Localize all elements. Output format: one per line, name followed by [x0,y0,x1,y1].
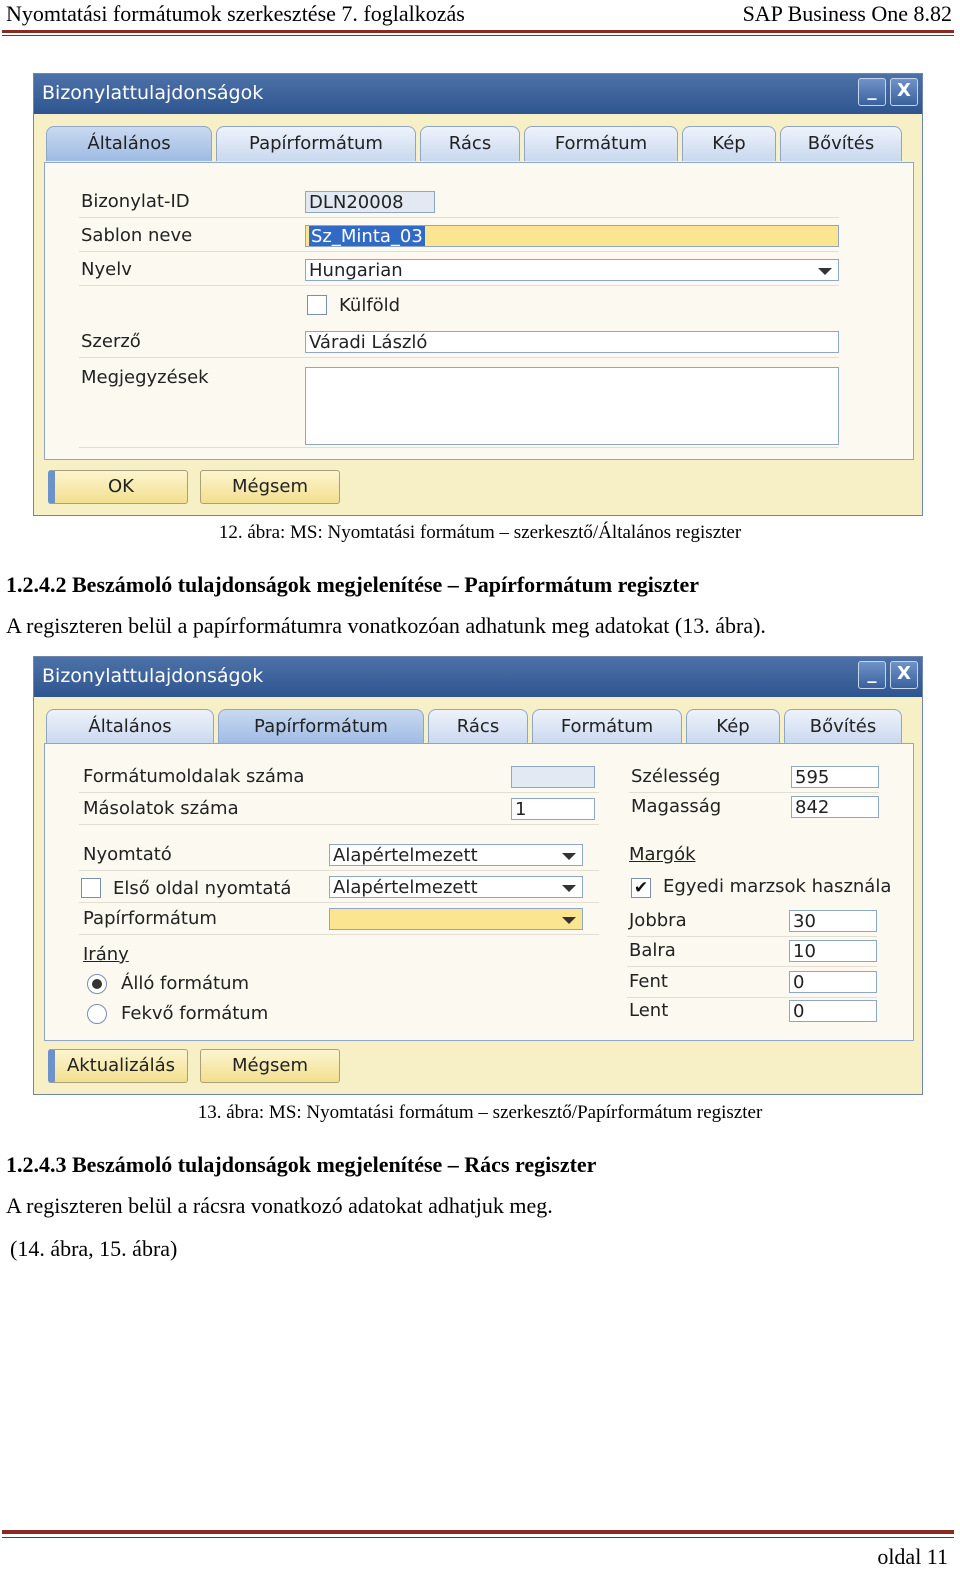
paper-format-select[interactable] [329,908,583,930]
author-input[interactable]: Váradi László [305,331,839,353]
margin-right-label: Jobbra [629,910,687,931]
section-heading-grid: 1.2.4.3 Beszámoló tulajdonságok megjelenítése – Rács regiszter [6,1152,597,1177]
template-name-value: Sz_Minta_03 [311,226,423,247]
tab-paper-format[interactable]: Papírformátum [216,126,416,161]
row-divider [79,902,599,903]
author-label: Szerző [81,331,141,352]
height-label: Magasság [631,796,722,817]
tab-format[interactable]: Formátum [532,709,682,744]
close-button[interactable]: X [890,661,918,689]
margin-bottom-label: Lent [629,1000,669,1021]
row-divider [79,824,599,825]
first-page-printer-select[interactable] [329,876,583,898]
close-button[interactable]: X [890,78,918,106]
window-title: Bizonylattulajdonságok [42,82,264,104]
figure-caption-13: 13. ábra: MS: Nyomtatási formátum – szerkesztő/Papírformátum regiszter [197,1102,763,1123]
language-select[interactable] [305,259,839,281]
custom-margins-checkbox[interactable]: ✔ [631,878,651,898]
notes-textarea[interactable] [305,367,839,445]
row-divider [79,934,599,935]
orientation-label: Irány [83,944,129,965]
portrait-radio[interactable] [87,974,107,994]
copies-label: Másolatok száma [83,798,239,819]
doc-id-label: Bizonylat-ID [81,191,190,212]
margin-left-label: Balra [629,940,676,961]
figure-caption-12: 12. ábra: MS: Nyomtatási formátum – szerkesztő/Általános regiszter [218,522,742,543]
foreign-label: Külföld [339,295,401,316]
portrait-label: Álló formátum [121,973,250,994]
section-heading-paper-format: 1.2.4.2 Beszámoló tulajdonságok megjelenítése – Papírformátum regiszter [6,572,700,597]
footer-rule [2,1530,954,1534]
update-button[interactable]: Aktualizálás [48,1049,188,1083]
printer-select[interactable] [329,844,583,866]
window-title-bar [34,657,922,697]
language-value: Hungarian [309,260,403,281]
paper-format-label: Papírformátum [83,908,217,929]
tab-format[interactable]: Formátum [524,126,678,161]
row-divider [79,447,839,448]
margin-top-input[interactable]: 0 [789,971,877,993]
notes-label: Megjegyzések [81,367,209,388]
row-divider [79,357,839,358]
foreign-checkbox[interactable] [307,295,327,315]
tab-paper-format[interactable]: Papírformátum [218,709,424,744]
minimize-button[interactable]: _ [858,661,886,689]
landscape-label: Fekvő formátum [121,1003,269,1024]
width-input[interactable]: 595 [791,766,879,788]
chevron-down-icon [818,268,832,275]
tab-grid[interactable]: Rács [420,126,520,161]
cancel-button[interactable]: Mégsem [200,1049,340,1083]
margin-bottom-input[interactable]: 0 [789,1000,877,1022]
page-number: oldal 11 [877,1544,948,1569]
first-page-checkbox[interactable] [81,878,101,898]
printer-label: Nyomtató [83,844,172,865]
header-rule [2,30,954,33]
tab-grid[interactable]: Rács [428,709,528,744]
window-title: Bizonylattulajdonságok [42,665,264,687]
landscape-radio[interactable] [87,1004,107,1024]
section-paragraph-grid: A regiszteren belül a rácsra vonatkozó adatokat adhatjuk meg. [6,1193,553,1218]
document-properties-window-general [33,73,923,516]
template-name-label: Sablon neve [81,225,193,246]
tab-extension[interactable]: Bővítés [784,709,902,744]
footer-rule-thin [2,1537,954,1538]
minimize-button[interactable]: _ [858,78,886,106]
general-panel [44,162,914,460]
first-page-printer-value: Alapértelmezett [333,877,478,898]
tab-extension[interactable]: Bővítés [780,126,902,161]
tab-bar [46,709,902,745]
row-divider [79,870,599,871]
format-pages-label: Formátumoldalak száma [83,766,305,787]
header-rule-thin [2,35,954,36]
doc-id-field: DLN20008 [305,191,435,213]
tab-image[interactable]: Kép [686,709,780,744]
template-name-input[interactable] [305,225,839,247]
row-divider [79,217,839,218]
tab-image[interactable]: Kép [682,126,776,161]
row-divider [629,792,879,793]
row-divider [79,792,599,793]
row-divider [627,997,877,998]
height-input[interactable]: 842 [791,796,879,818]
row-divider [79,285,839,286]
printer-value: Alapértelmezett [333,845,478,866]
row-divider [79,251,839,252]
row-divider [627,936,877,937]
header-left-text: Nyomtatási formátumok szerkesztése 7. foglalkozás [6,1,465,26]
chevron-down-icon [562,853,576,860]
custom-margins-label: Egyedi marzsok használa [663,876,892,897]
language-label: Nyelv [81,259,132,280]
format-pages-field [511,766,595,788]
margin-left-input[interactable]: 10 [789,940,877,962]
document-properties-window-paper [33,656,923,1095]
chevron-down-icon [562,917,576,924]
ok-button[interactable]: OK [48,470,188,504]
tab-bar [46,126,902,162]
width-label: Szélesség [631,766,721,787]
tab-general[interactable]: Általános [46,709,214,744]
chevron-down-icon [562,885,576,892]
page-header [6,0,952,30]
tab-general[interactable]: Általános [46,126,212,161]
figure-references: (14. ábra, 15. ábra) [10,1236,178,1261]
margin-top-label: Fent [629,971,668,992]
first-page-label: Első oldal nyomtatá [113,878,292,899]
cancel-button[interactable]: Mégsem [200,470,340,504]
header-right-text: SAP Business One 8.82 [742,1,952,26]
paper-format-panel [44,743,914,1041]
margin-right-input[interactable]: 30 [789,910,877,932]
copies-input[interactable]: 1 [511,798,595,820]
section-paragraph-paper-format: A regiszteren belül a papírformátumra vonatkozóan adhatunk meg adatokat (13. ábra). [6,613,766,638]
margins-label: Margók [629,844,696,865]
window-title-bar [34,74,922,114]
row-divider [627,966,877,967]
